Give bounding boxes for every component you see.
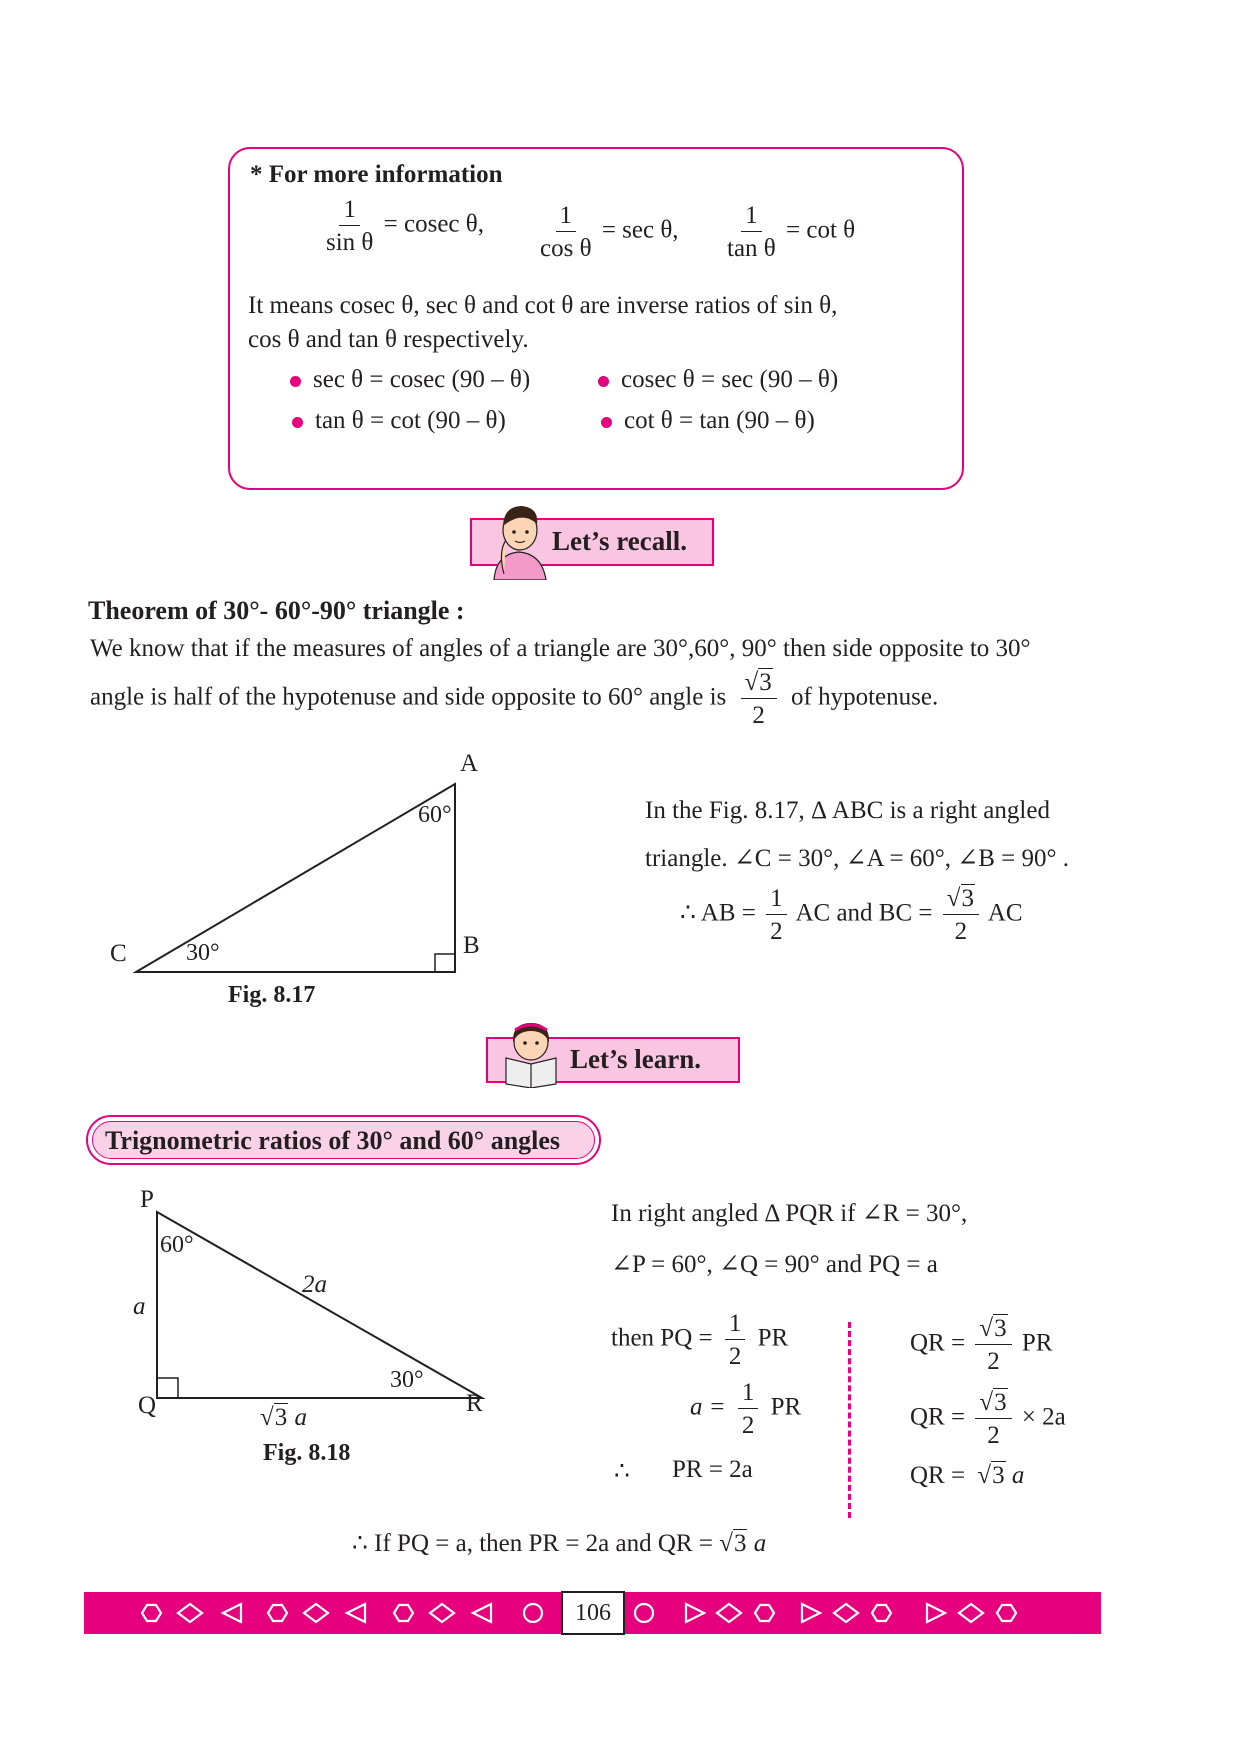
side-pq-label: a xyxy=(133,1293,146,1320)
therefore-symbol: ∴ xyxy=(614,1458,630,1485)
info-text-1: It means cosec θ, sec θ and cot θ are inverse ratios of sin θ, xyxy=(248,292,838,319)
theorem-title: Theorem of 30°- 60°-90° triangle : xyxy=(88,596,465,625)
info-text-2: cos θ and tan θ respectively. xyxy=(248,326,529,353)
formula-sec: $\frac{1}{\text{cos θ}}$ = sec θ, xyxy=(540,202,679,262)
formula-cot: $\frac{1}{\text{tan θ}}$ = cot θ xyxy=(727,202,856,262)
fig817-text-1: In the Fig. 8.17, Δ ABC is a right angled xyxy=(645,797,1050,824)
fig818-text-2: ∠P = 60°, ∠Q = 90° and PQ = a xyxy=(611,1251,938,1278)
angle-a-label: 60° xyxy=(418,802,452,828)
a-eq: a = $\frac{1}{2}$ PR xyxy=(690,1379,802,1439)
divider-dashed xyxy=(848,1322,851,1518)
pr-eq: PR = 2a xyxy=(672,1456,753,1483)
bullet-dot xyxy=(601,417,612,428)
angle-c-label: 30° xyxy=(186,940,220,966)
fig817-text-2: triangle. ∠C = 30°, ∠A = 60°, ∠B = 90° . xyxy=(645,845,1070,872)
bullet-dot xyxy=(292,417,303,428)
angle-p-label: 60° xyxy=(160,1232,194,1258)
fig-8-17-caption: Fig. 8.17 xyxy=(228,982,316,1008)
bullet-dot xyxy=(598,376,609,387)
bullet-2: cosec θ = sec (90 – θ) xyxy=(598,366,838,394)
page-number: 106 xyxy=(561,1591,625,1635)
side-qr-label: √3 a xyxy=(260,1404,307,1431)
vertex-p-label: P xyxy=(140,1186,154,1213)
qr-eq-1: QR = $\frac{√3}{2}$ PR xyxy=(910,1315,1053,1375)
theorem-line-1: We know that if the measures of angles of a triangle are 30°,60°, 90° then side opposite to 30° xyxy=(90,635,1031,662)
fig817-result: ∴ AB = $\frac{1}{2}$ AC and BC = $\frac{√3}{2}$ AC xyxy=(680,885,1023,945)
section-title: Trignometric ratios of 30° and 60° angles xyxy=(92,1121,595,1159)
bullet-4: cot θ = tan (90 – θ) xyxy=(601,407,815,435)
vertex-b-label: B xyxy=(463,932,480,959)
girl-reading-icon xyxy=(498,1018,564,1088)
qr-eq-2: QR = $\frac{√3}{2}$ × 2a xyxy=(910,1389,1066,1449)
bullet-3: tan θ = cot (90 – θ) xyxy=(292,407,506,435)
formula-cosec: $\frac{1}{\text{sin θ}}$ = cosec θ, xyxy=(326,196,484,256)
vertex-a-label: A xyxy=(460,750,479,777)
bullet-dot xyxy=(290,376,301,387)
theorem-line-2: angle is half of the hypotenuse and side opposite to 60° angle is $\frac{√3}{2}$ of hypotenuse. xyxy=(90,669,939,729)
angle-r-label: 30° xyxy=(390,1367,424,1393)
fig-8-18-caption: Fig. 8.18 xyxy=(263,1440,351,1466)
learn-tag: Let’s learn. xyxy=(486,1037,740,1083)
root3-over-2: $\frac{√3}{2}$ xyxy=(741,670,777,728)
vertex-q-label: Q xyxy=(138,1392,157,1419)
vertex-r-label: R xyxy=(466,1390,483,1417)
section-title-pill xyxy=(86,1115,601,1165)
side-pr-label: 2a xyxy=(302,1271,327,1298)
fig818-text-1: In right angled Δ PQR if ∠R = 30°, xyxy=(611,1200,968,1227)
triangle-abc-figure xyxy=(100,748,500,998)
info-heading: * For more information xyxy=(250,161,503,188)
recall-tag: Let’s recall. xyxy=(470,518,714,566)
vertex-c-label: C xyxy=(110,940,127,967)
boy-thinking-icon xyxy=(484,496,554,580)
triangle-pqr-figure xyxy=(120,1190,520,1420)
qr-eq-3: QR = √3 a xyxy=(910,1462,1025,1489)
pq-eq: then PQ = $\frac{1}{2}$ PR xyxy=(611,1310,789,1370)
bullet-1: sec θ = cosec (90 – θ) xyxy=(290,366,530,394)
conclusion: ∴ If PQ = a, then PR = 2a and QR = √3 a xyxy=(352,1530,767,1557)
